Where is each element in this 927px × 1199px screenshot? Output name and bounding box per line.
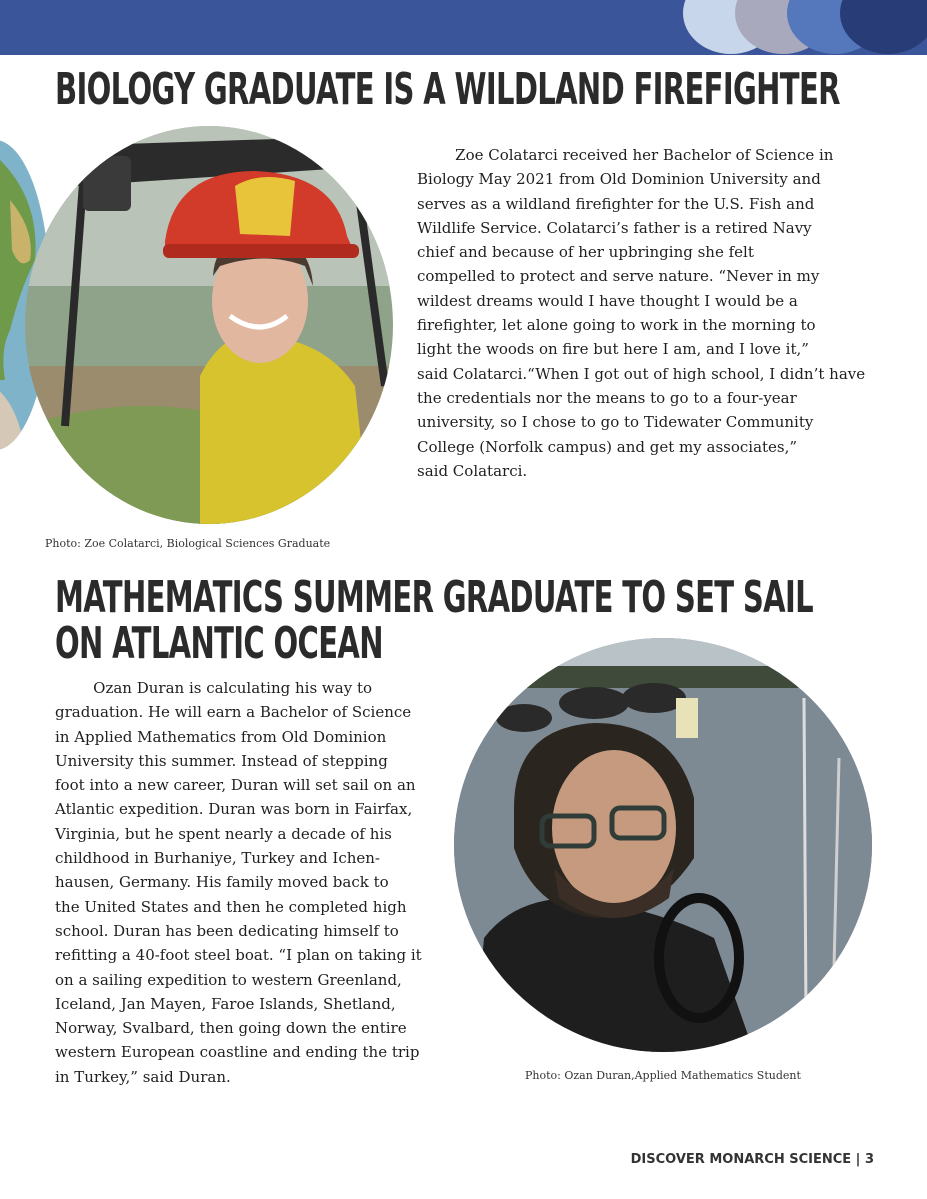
- article-1-line: said Colatarci.: [417, 461, 528, 480]
- article-2-line: refitting a 40-foot steel boat. “I plan on taking it: [55, 946, 422, 965]
- article-1-line: said Colatarci.“When I got out of high school, I didn’t have: [417, 364, 866, 383]
- article-2-line: childhood in Burhaniye, Turkey and Ichen-: [55, 849, 380, 868]
- article-1-line: compelled to protect and serve nature. “Never in my: [417, 267, 820, 286]
- firefighter-photo: [25, 126, 393, 524]
- article-2-photo-caption: Photo: Ozan Duran,Applied Mathematics Student: [525, 1069, 801, 1082]
- article-1-line: wildest dreams would I have thought I would be a: [417, 291, 798, 310]
- article-1-line: the credentials nor the means to go to a four-year: [417, 388, 797, 407]
- header-band: [0, 0, 927, 55]
- article-1-line: chief and because of her upbringing she felt: [417, 243, 754, 262]
- article-1-body: [417, 143, 887, 483]
- article-2-line: University this summer. Instead of stepping: [55, 751, 388, 770]
- article-1-line: College (Norfolk campus) and get my associates,”: [417, 437, 798, 456]
- article-2-line: Iceland, Jan Mayen, Faroe Islands, Shetland,: [55, 994, 396, 1013]
- article-2-headline-line: MATHEMATICS SUMMER GRADUATE TO SET SAIL: [55, 572, 813, 623]
- article-2-line: hausen, Germany. His family moved back to: [55, 873, 389, 892]
- article-1-line: serves as a wildland firefighter for the U.S. Fish and: [417, 194, 815, 213]
- article-2-line: on a sailing expedition to western Greenland,: [55, 970, 402, 989]
- article-1-line: firefighter, let alone going to work in the morning to: [417, 316, 816, 335]
- article-1-headline: BIOLOGY GRADUATE IS A WILDLAND FIREFIGHTER: [55, 64, 840, 115]
- article-2-line: in Applied Mathematics from Old Dominion: [55, 727, 387, 746]
- article-2-line: foot into a new career, Duran will set sail on an: [55, 776, 416, 795]
- article-1-line: Zoe Colatarci received her Bachelor of Science in: [417, 146, 834, 164]
- article-1-line: Biology May 2021 from Old Dominion University and: [417, 170, 821, 189]
- page-footer: DISCOVER MONARCH SCIENCE | 3: [630, 1152, 874, 1167]
- article-2-line: in Turkey,” said Duran.: [55, 1067, 231, 1086]
- article-2-line: the United States and then he completed high: [55, 897, 407, 916]
- article-1-line: light the woods on fire but here I am, and I love it,”: [417, 340, 809, 359]
- article-1-line: university, so I chose to go to Tidewater Community: [417, 413, 814, 432]
- article-2-line: school. Duran has been dedicating himself to: [55, 921, 399, 940]
- article-1-photo-caption: Photo: Zoe Colatarci, Biological Sciences Graduate: [45, 537, 331, 550]
- article-2-line: western European coastline and ending the trip: [55, 1043, 420, 1062]
- article-1-line: Wildlife Service. Colatarci’s father is a retired Navy: [417, 218, 812, 237]
- article-2-line: Norway, Svalbard, then going down the entire: [55, 1019, 407, 1038]
- article-2-line: Virginia, but he spent nearly a decade of his: [55, 824, 392, 843]
- article-2-line: Atlantic expedition. Duran was born in Fairfax,: [55, 800, 413, 819]
- article-2-line: Ozan Duran is calculating his way to: [55, 679, 373, 697]
- sailor-photo: [454, 638, 872, 1052]
- article-2-body: [55, 676, 440, 1089]
- article-2-line: graduation. He will earn a Bachelor of Science: [55, 703, 412, 722]
- article-2-headline-line: ON ATLANTIC OCEAN: [55, 618, 383, 669]
